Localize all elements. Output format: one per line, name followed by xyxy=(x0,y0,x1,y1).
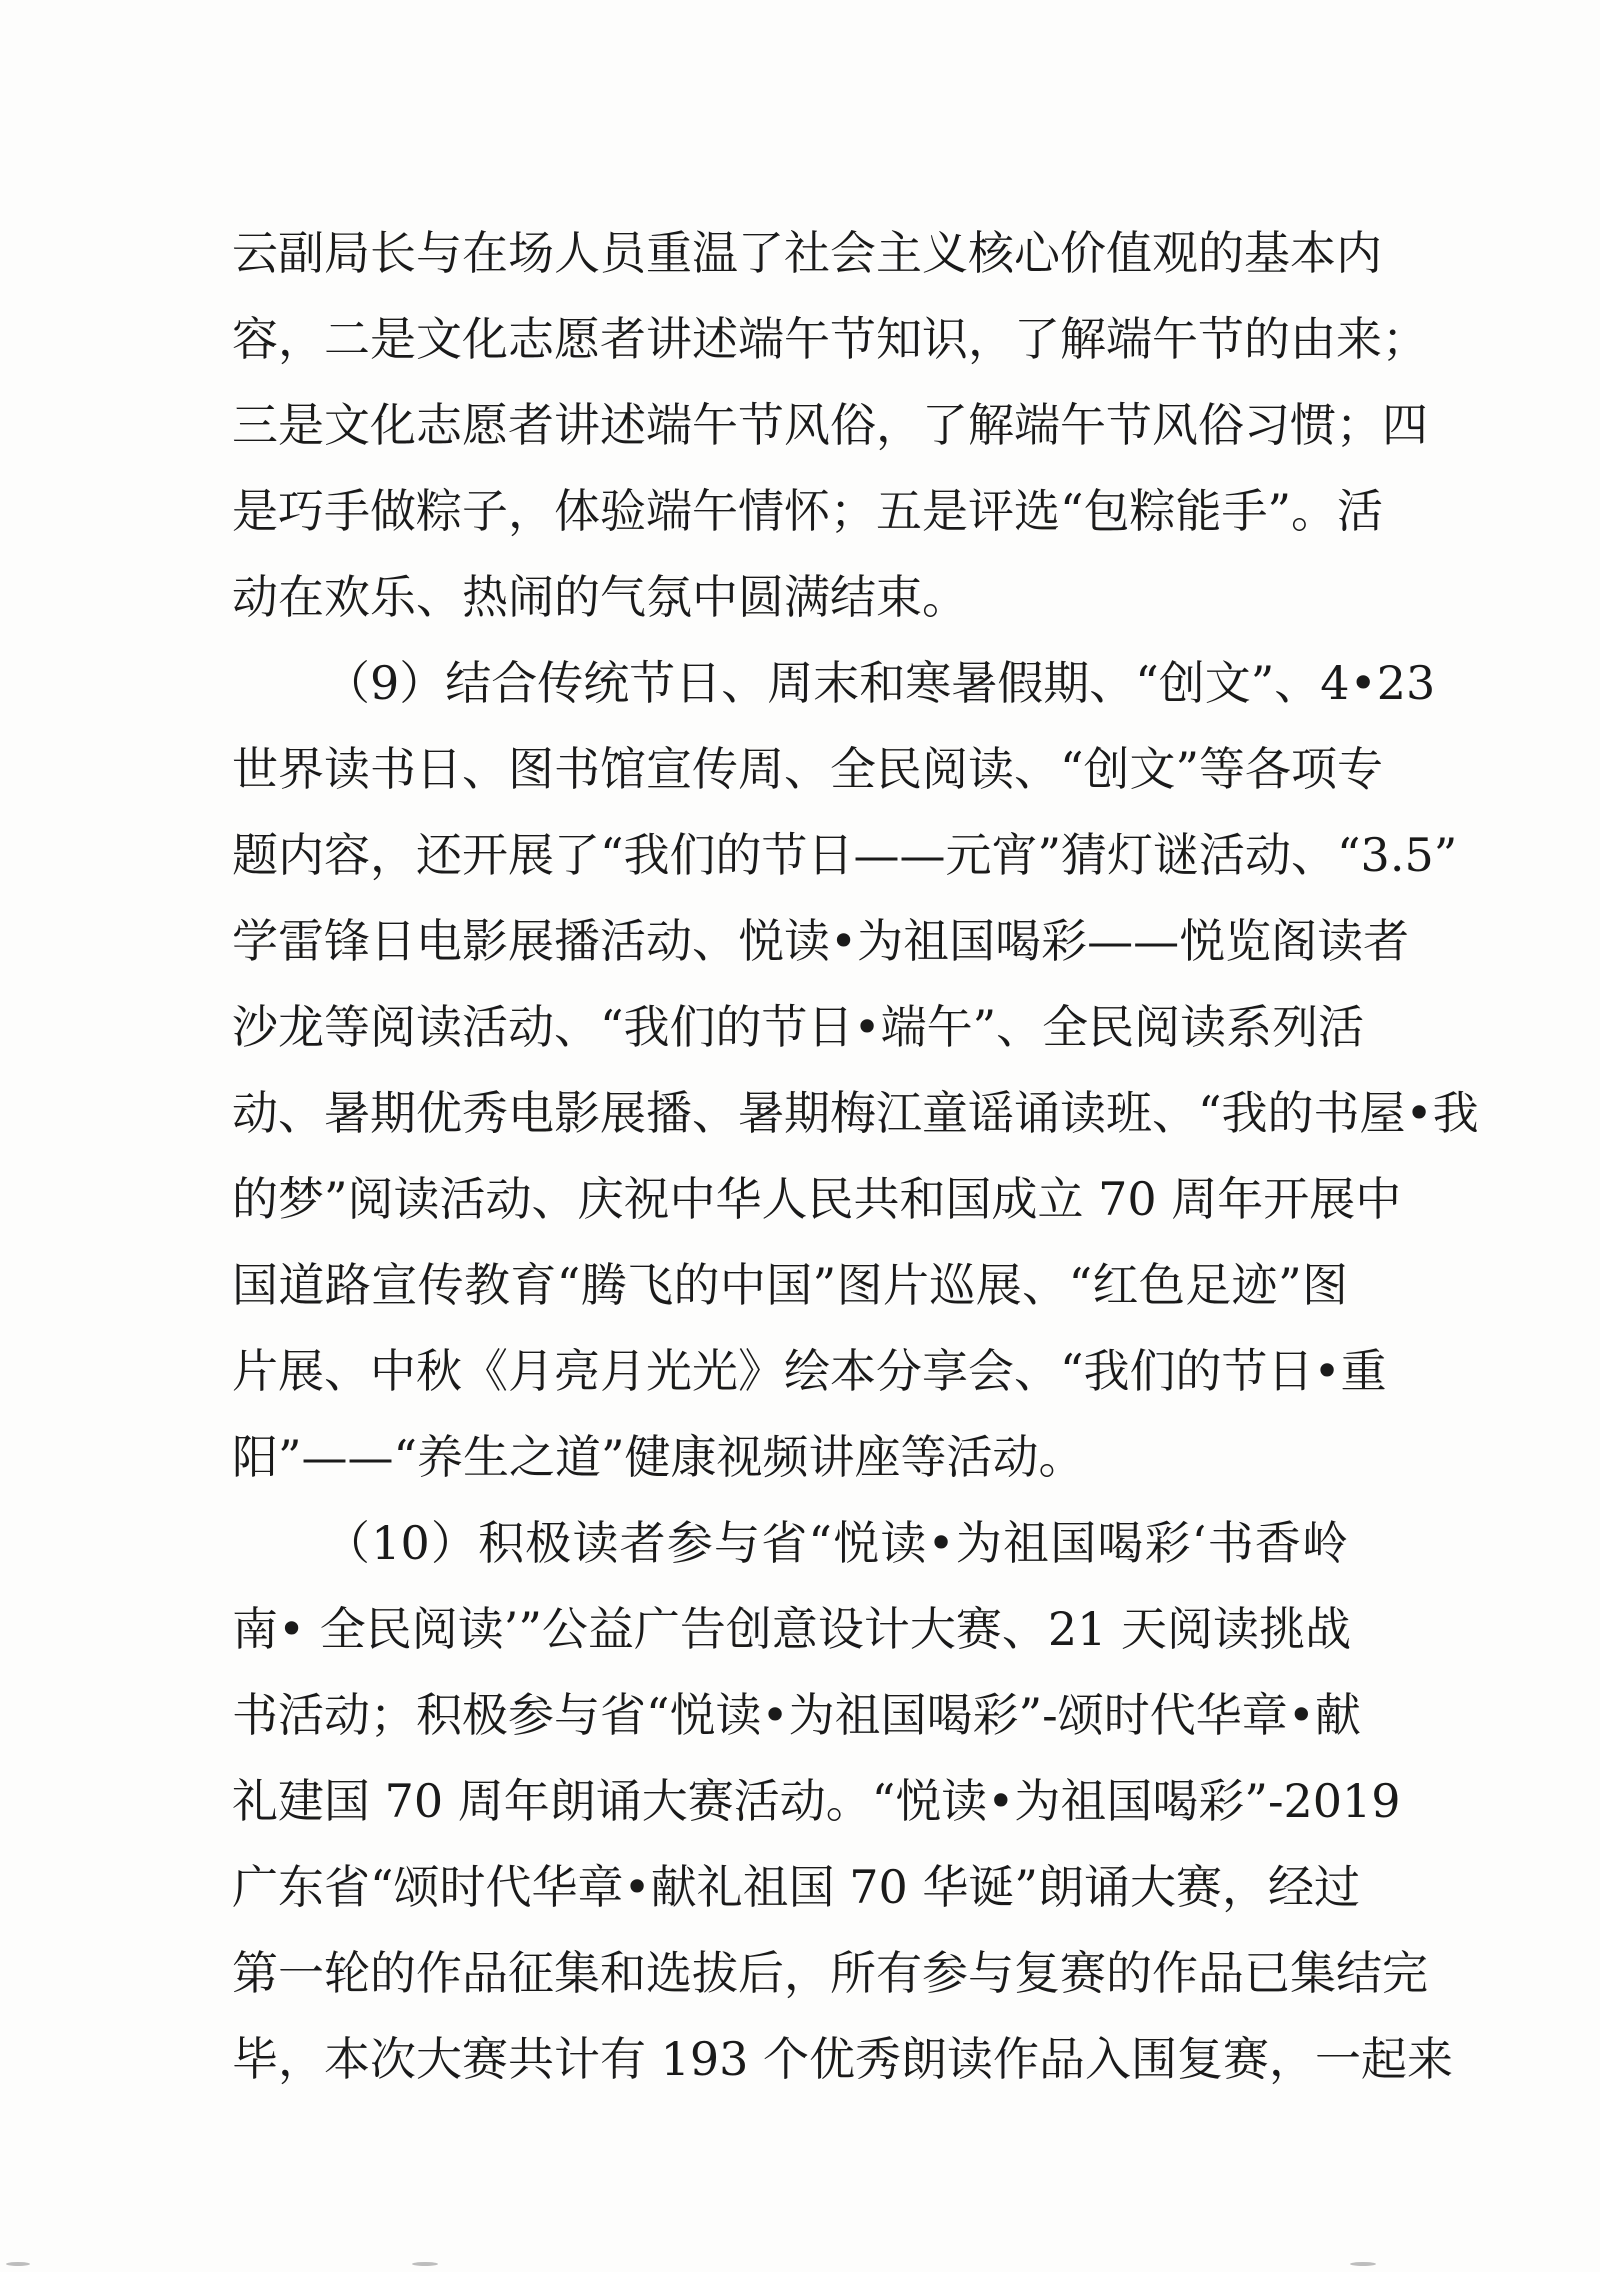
text-line: 书活动；积极参与省“悦读•为祖国喝彩”-颂时代华章•献 xyxy=(232,1688,1361,1742)
text-line: 容，二是文化志愿者讲述端午节知识，了解端午节的由来； xyxy=(232,312,1428,366)
text-line: 第一轮的作品征集和选拔后，所有参与复赛的作品已集结完 xyxy=(232,1946,1428,2000)
text-line: 礼建国 70 周年朗诵大赛活动。“悦读•为祖国喝彩”-2019 xyxy=(232,1774,1401,1828)
text-line: 世界读书日、图书馆宣传周、全民阅读、“创文”等各项专 xyxy=(232,742,1384,796)
paragraph-9-start: （9）结合传统节日、周末和寒暑假期、“创文”、4•23 xyxy=(324,656,1436,710)
text-line: 云副局长与在场人员重温了社会主义核心价值观的基本内 xyxy=(232,226,1382,280)
scan-mark xyxy=(1350,2262,1376,2266)
scan-mark xyxy=(6,2262,30,2266)
text-line: 动、暑期优秀电影展播、暑期梅江童谣诵读班、“我的书屋•我 xyxy=(232,1086,1479,1140)
text-line: 题内容，还开展了“我们的节日——元宵”猜灯谜活动、“3.5” xyxy=(232,828,1458,882)
text-line: 三是文化志愿者讲述端午节风俗，了解端午节风俗习惯；四 xyxy=(232,398,1428,452)
text-line: 沙龙等阅读活动、“我们的节日•端午”、全民阅读系列活 xyxy=(232,1000,1365,1054)
text-line: 国道路宣传教育“腾飞的中国”图片巡展、“红色足迹”图 xyxy=(232,1258,1348,1312)
text-line: 的梦”阅读活动、庆祝中华人民共和国成立 70 周年开展中 xyxy=(232,1172,1402,1226)
body-text xyxy=(232,210,1479,2102)
text-line: 阳”——“养生之道”健康视频讲座等活动。 xyxy=(232,1430,1085,1484)
text-line: 南• 全民阅读’”公益广告创意设计大赛、21 天阅读挑战 xyxy=(232,1602,1352,1656)
text-line: 是巧手做粽子，体验端午情怀；五是评选“包粽能手”。活 xyxy=(232,484,1384,538)
text-line: 动在欢乐、热闹的气氛中圆满结束。 xyxy=(232,570,968,624)
paragraph-10-start: （10）积极读者参与省“悦读•为祖国喝彩‘书香岭 xyxy=(324,1516,1348,1570)
text-line: 广东省“颂时代华章•献礼祖国 70 华诞”朗诵大赛，经过 xyxy=(232,1860,1360,1914)
text-line: 片展、中秋《月亮月光光》绘本分享会、“我们的节日•重 xyxy=(232,1344,1387,1398)
scan-mark xyxy=(412,2262,438,2266)
text-line: 毕，本次大赛共计有 193 个优秀朗读作品入围复赛，一起来 xyxy=(232,2032,1454,2086)
text-line: 学雷锋日电影展播活动、悦读•为祖国喝彩——悦览阁读者 xyxy=(232,914,1410,968)
